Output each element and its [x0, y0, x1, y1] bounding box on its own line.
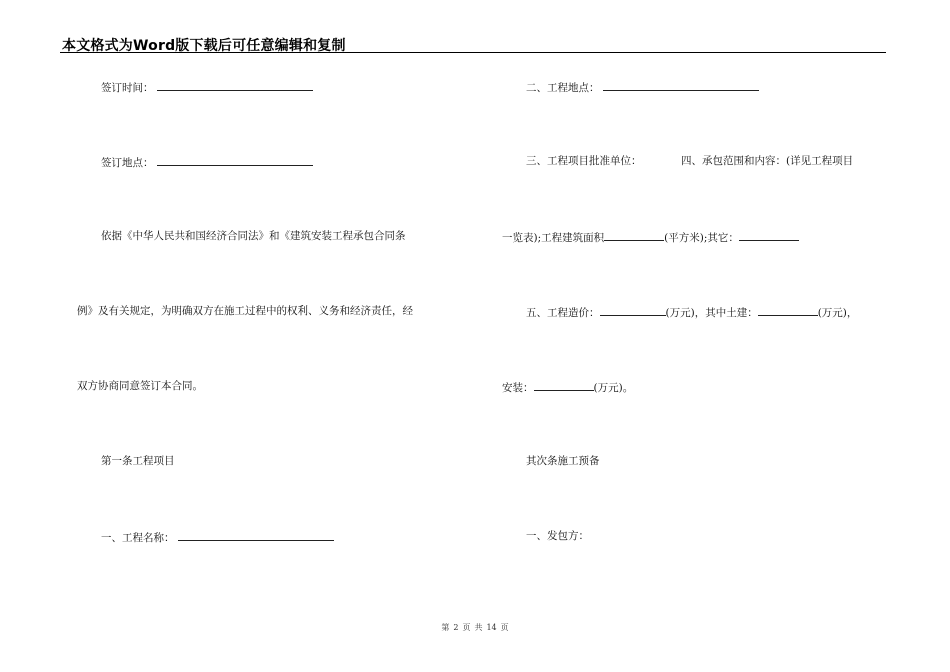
- sign-place-line: [101, 154, 313, 170]
- cost-unit-2: (万元)，: [817, 307, 858, 319]
- sign-place-blank[interactable]: [157, 154, 313, 166]
- install-cost-blank[interactable]: [534, 379, 594, 391]
- area-unit: (平方米);其它：: [664, 232, 739, 244]
- footer-total-word: 共: [474, 623, 483, 632]
- article-1-title: 第一条工程项目: [101, 455, 175, 467]
- total-cost-blank[interactable]: [600, 304, 666, 316]
- cost-label: 五、工程造价：: [526, 307, 600, 319]
- preamble-line-2: 例》及有关规定，为明确双方在施工过程中的权利、义务和经济责任，经: [77, 305, 413, 317]
- location-label: 二、工程地点：: [526, 82, 600, 94]
- footer-page-number: 2: [453, 623, 459, 632]
- preamble-line-3: 双方协商同意签订本合同。: [77, 380, 203, 392]
- civil-cost-blank[interactable]: [758, 304, 818, 316]
- area-blank[interactable]: [604, 229, 664, 241]
- project-name-line: [101, 529, 334, 545]
- scope-label: 四、承包范围和内容：(详见工程项目: [681, 155, 854, 167]
- sign-time-label: 签订时间：: [101, 82, 154, 94]
- preamble-line-1: 依据《中华人民共和国经济合同法》和《建筑安装工程承包合同条: [101, 230, 406, 242]
- employer-line: [526, 529, 589, 543]
- install-label: 安装：: [502, 382, 534, 394]
- page-footer: [0, 622, 950, 633]
- sign-time-line: [101, 79, 313, 95]
- install-line: [502, 379, 633, 395]
- article-2-title: 其次条施工预备: [526, 455, 600, 467]
- area-line: [502, 229, 799, 245]
- project-name-blank[interactable]: [178, 529, 334, 541]
- sign-time-blank[interactable]: [157, 79, 313, 91]
- footer-total-pages: 14: [486, 623, 497, 632]
- approval-label: 三、工程项目批准单位：: [526, 155, 642, 167]
- footer-prefix: 第: [441, 623, 450, 632]
- footer-suffix: 页: [500, 623, 509, 632]
- footer-page-word: 页: [462, 623, 471, 632]
- cost-unit-1: (万元)，其中土建：: [665, 307, 758, 319]
- approval-line: [526, 154, 642, 168]
- cost-line: [526, 304, 857, 320]
- area-prefix: 一览表);工程建筑面积: [502, 232, 605, 244]
- install-unit: (万元)。: [593, 382, 634, 394]
- header-rule: [60, 52, 886, 53]
- project-name-label: 一、工程名称：: [101, 532, 175, 544]
- other-blank[interactable]: [739, 229, 799, 241]
- sign-place-label: 签订地点：: [101, 157, 154, 169]
- location-line: [526, 79, 759, 95]
- scope-line: [681, 154, 853, 168]
- location-blank[interactable]: [603, 79, 759, 91]
- document-header-title: 本文格式为Word版下载后可任意编辑和复制: [62, 38, 346, 54]
- employer-label: 一、发包方：: [526, 530, 589, 542]
